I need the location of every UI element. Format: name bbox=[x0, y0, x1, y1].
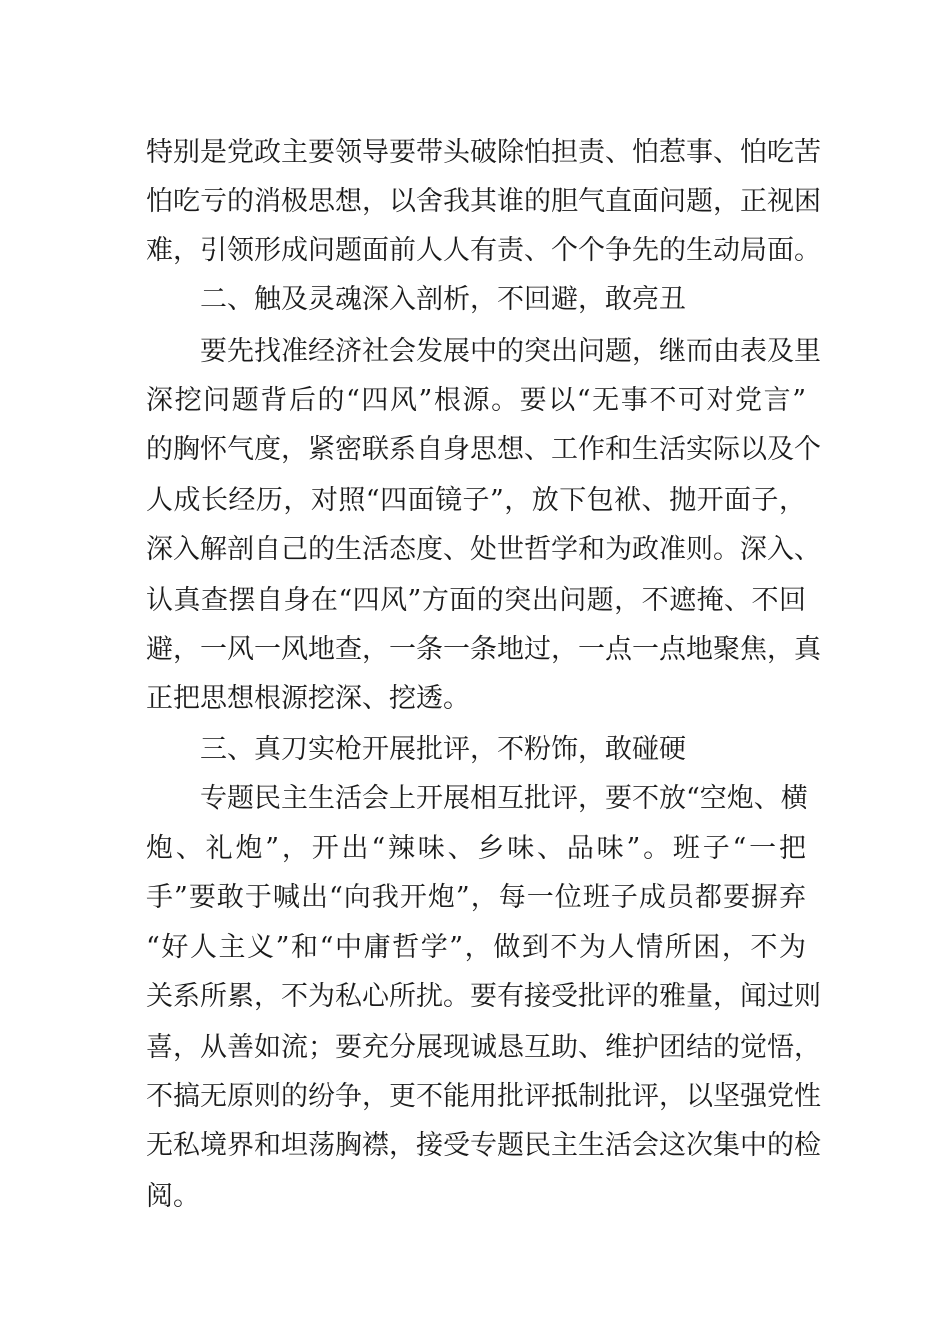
body-line: 人成长经历，对照“四面镜子”，放下包袱、抛开面子， bbox=[146, 485, 806, 516]
body-line: 手”要敢于喊出“向我开炮”，每一位班子成员都要摒弃 bbox=[146, 882, 806, 913]
body-line: 深挖问题背后的“四风”根源。要以“无事不可对党言” bbox=[146, 385, 806, 416]
body-line: 炮、礼炮”，开出“辣味、乡味、品味”。班子“一把 bbox=[146, 833, 806, 864]
body-line: 认真查摆自身在“四风”方面的突出问题，不遮掩、不回 bbox=[146, 585, 806, 616]
body-line: 阅。 bbox=[146, 1181, 200, 1212]
body-line: 专题民主生活会上开展相互批评，要不放“空炮、横 bbox=[200, 783, 808, 814]
body-line: 正把思想根源挖深、挖透。 bbox=[146, 683, 470, 714]
body-line: “好人主义”和“中庸哲学”，做到不为人情所困，不为 bbox=[146, 932, 806, 963]
section-heading-2: 二、触及灵魂深入剖析，不回避，敢亮丑 bbox=[200, 284, 686, 315]
section-heading-3: 三、真刀实枪开展批评，不粉饰，敢碰硬 bbox=[200, 734, 686, 765]
body-line: 关系所累，不为私心所扰。要有接受批评的雅量，闻过则 bbox=[146, 981, 821, 1012]
body-line: 怕吃亏的消极思想，以舍我其谁的胆气直面问题，正视困 bbox=[146, 186, 821, 217]
body-line: 避，一风一风地查，一条一条地过，一点一点地聚焦，真 bbox=[146, 634, 821, 665]
body-line: 要先找准经济社会发展中的突出问题，继而由表及里 bbox=[200, 336, 821, 367]
body-line: 难，引领形成问题面前人人有责、个个争先的生动局面。 bbox=[146, 235, 821, 266]
body-line: 不搞无原则的纷争，更不能用批评抵制批评，以坚强党性 bbox=[146, 1081, 821, 1112]
body-line: 喜，从善如流；要充分展现诚恳互助、维护团结的觉悟， bbox=[146, 1032, 821, 1063]
body-line: 特别是党政主要领导要带头破除怕担责、怕惹事、怕吃苦 bbox=[146, 137, 821, 168]
body-line: 的胸怀气度，紧密联系自身思想、工作和生活实际以及个 bbox=[146, 434, 821, 465]
body-line: 无私境界和坦荡胸襟，接受专题民主生活会这次集中的检 bbox=[146, 1130, 821, 1161]
body-line: 深入解剖自己的生活态度、处世哲学和为政准则。深入、 bbox=[146, 534, 821, 565]
